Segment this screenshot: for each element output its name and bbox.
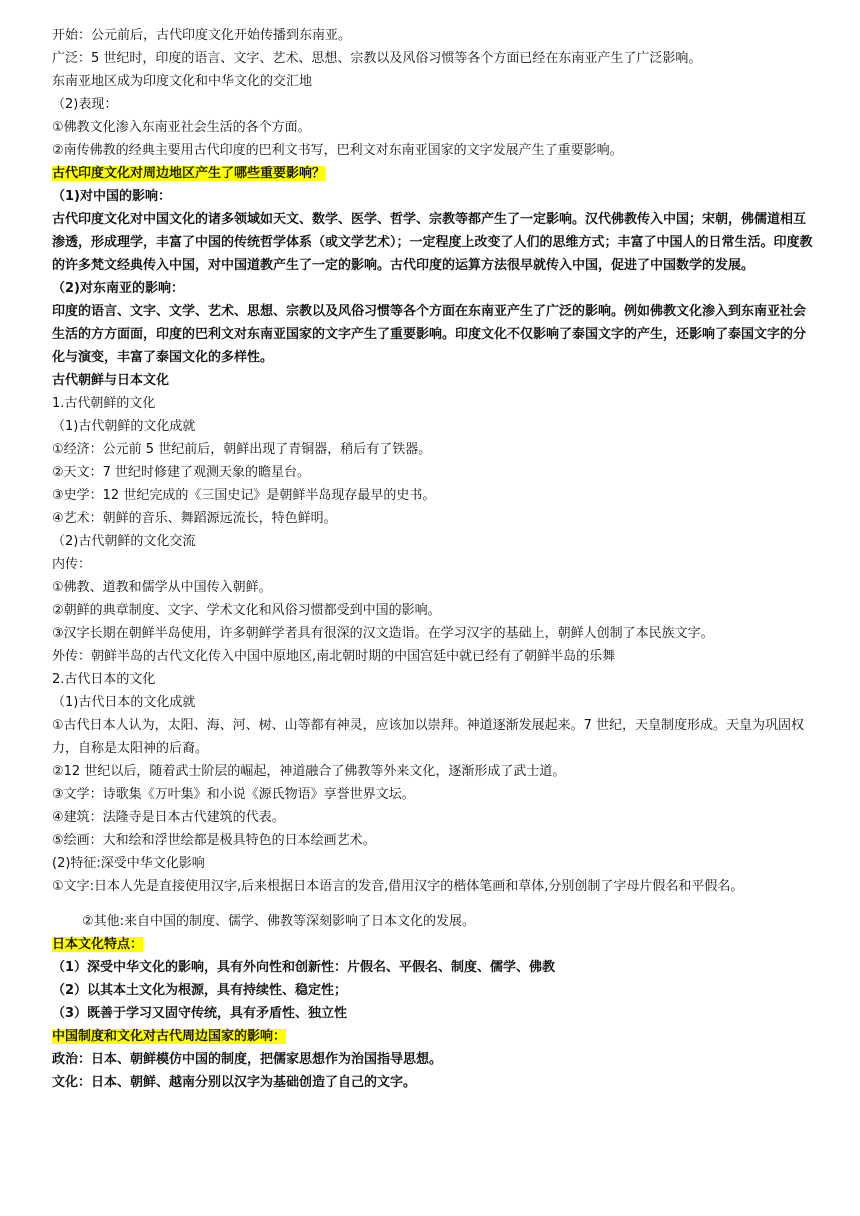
- text-line: （2)表现：: [52, 97, 118, 112]
- text-line: ②南传佛教的经典主要用古代印度的巴利文书写，巴利文对东南亚国家的文字发展产生了重要影响。: [52, 143, 623, 158]
- text-line: ①佛教文化渗入东南亚社会生活的各个方面。: [52, 120, 311, 135]
- text-line: ②朝鲜的典章制度、文字、学术文化和风俗习惯都受到中国的影响。: [52, 603, 441, 618]
- text-line: ③文学：诗歌集《万叶集》和小说《源氏物语》享誉世界文坛。: [52, 787, 415, 802]
- text-line: 文化：日本、朝鲜、越南分别以汉字为基础创造了自己的文字。: [52, 1075, 417, 1090]
- text-line: ④艺术：朝鲜的音乐、舞蹈源远流长，特色鲜明。: [52, 511, 337, 526]
- text-line: （1)古代朝鲜的文化成就: [52, 419, 196, 434]
- text-line: （1)对中国的影响：: [52, 189, 171, 204]
- text-line: （2）以其本土文化为根源，具有持续性、稳定性；: [52, 983, 348, 998]
- text-line: 东南亚地区成为印度文化和中华文化的交汇地: [52, 74, 313, 89]
- text-line: 外传：朝鲜半岛的古代文化传入中国中原地区,南北朝时期的中国宫廷中就已经有了朝鲜半岛的乐舞: [52, 649, 616, 664]
- text-line: 古代印度文化对中国文化的诸多领域如天文、数学、医学、哲学、宗教等都产生了一定影响。汉代佛教传入中国；宋朝，佛儒道相互渗透，形成理学，丰富了中国的传统哲学体系（或文学艺术）；一定程度上改变了人们的思维方式；丰富了中国人的日常生活。印度教的许多梵文经典传入中国，对中国道教产生了一定的影响。古代印度的运算方法很早就传入中国，促进了中国数学的发展。: [52, 212, 813, 273]
- text-line: ②其他:来自中国的制度、儒学、佛教等深刻影响了日本文化的发展。: [82, 914, 476, 929]
- text-line: （3）既善于学习又固守传统，具有矛盾性、独立性: [52, 1006, 348, 1021]
- text-line: 开始：公元前后，古代印度文化开始传播到东南亚。: [52, 28, 352, 43]
- text-line: 古代朝鲜与日本文化: [52, 373, 170, 388]
- text-line: 1.古代朝鲜的文化: [52, 396, 156, 411]
- highlighted-heading-text: 古代印度文化对周边地区产生了哪些重要影响？: [52, 166, 326, 181]
- text-line: ③史学：12 世纪完成的《三国史记》是朝鲜半岛现存最早的史书。: [52, 488, 436, 503]
- section-heading: [52, 162, 818, 185]
- text-line: ②12 世纪以后，随着武士阶层的崛起，神道融合了佛教等外来文化，逐渐形成了武士道。: [52, 764, 566, 779]
- spacer: [52, 898, 818, 910]
- text-line: ④建筑：法隆寺是日本古代建筑的代表。: [52, 810, 285, 825]
- highlighted-heading-text: 中国制度和文化对古代周边国家的影响：: [52, 1029, 287, 1044]
- text-line: 2.古代日本的文化: [52, 672, 156, 687]
- text-line: 内传：: [52, 557, 92, 572]
- text-line: ②天文：7 世纪时修建了观测天象的瞻星台。: [52, 465, 311, 480]
- text-line: ①经济：公元前 5 世纪前后，朝鲜出现了青铜器，稍后有了铁器。: [52, 442, 432, 457]
- text-line: （2)对东南亚的影响：: [52, 281, 184, 296]
- text-line: ①文字:日本人先是直接使用汉字,后来根据日本语言的发音,借用汉字的楷体笔画和草体,分别创制了字母片假名和平假名。: [52, 879, 744, 894]
- text-line: （2)古代朝鲜的文化交流: [52, 534, 196, 549]
- text-line: （1)古代日本的文化成就: [52, 695, 196, 710]
- section-heading: [52, 1025, 818, 1048]
- text-line: 广泛：5 世纪时，印度的语言、文字、艺术、思想、宗教以及风俗习惯等各个方面已经在东南亚产生了广泛影响。: [52, 51, 702, 66]
- text-line: ①佛教、道教和儒学从中国传入朝鲜。: [52, 580, 272, 595]
- text-line: (2)特征:深受中华文化影响: [52, 856, 205, 871]
- text-line: ①古代日本人认为，太阳、海、河、树、山等都有神灵，应该加以崇拜。神道逐渐发展起来。7 世纪，天皇制度形成。天皇为巩固权力，自称是太阳神的后裔。: [52, 718, 805, 756]
- text-line: （1）深受中华文化的影响，具有外向性和创新性：片假名、平假名、制度、儒学、佛教: [52, 960, 556, 975]
- text-line: 政治：日本、朝鲜模仿中国的制度，把儒家思想作为治国指导思想。: [52, 1052, 443, 1067]
- highlighted-heading-text: 日本文化特点：: [52, 937, 144, 952]
- text-line: ⑤绘画：大和绘和浮世绘都是极具特色的日本绘画艺术。: [52, 833, 376, 848]
- section-heading: [52, 933, 818, 956]
- text-line: ③汉字长期在朝鲜半岛使用，许多朝鲜学者具有很深的汉文造诣。在学习汉字的基础上，朝鲜人创制了本民族文字。: [52, 626, 714, 641]
- text-line: 印度的语言、文字、文学、艺术、思想、宗教以及风俗习惯等各个方面在东南亚产生了广泛的影响。例如佛教文化渗入到东南亚社会生活的方方面面，印度的巴利文对东南亚国家的文字产生了重要影响。印度文化不仅影响了泰国文字的产生，还影响了泰国文字的分化与演变，丰富了泰国文化的多样性。: [52, 304, 807, 365]
